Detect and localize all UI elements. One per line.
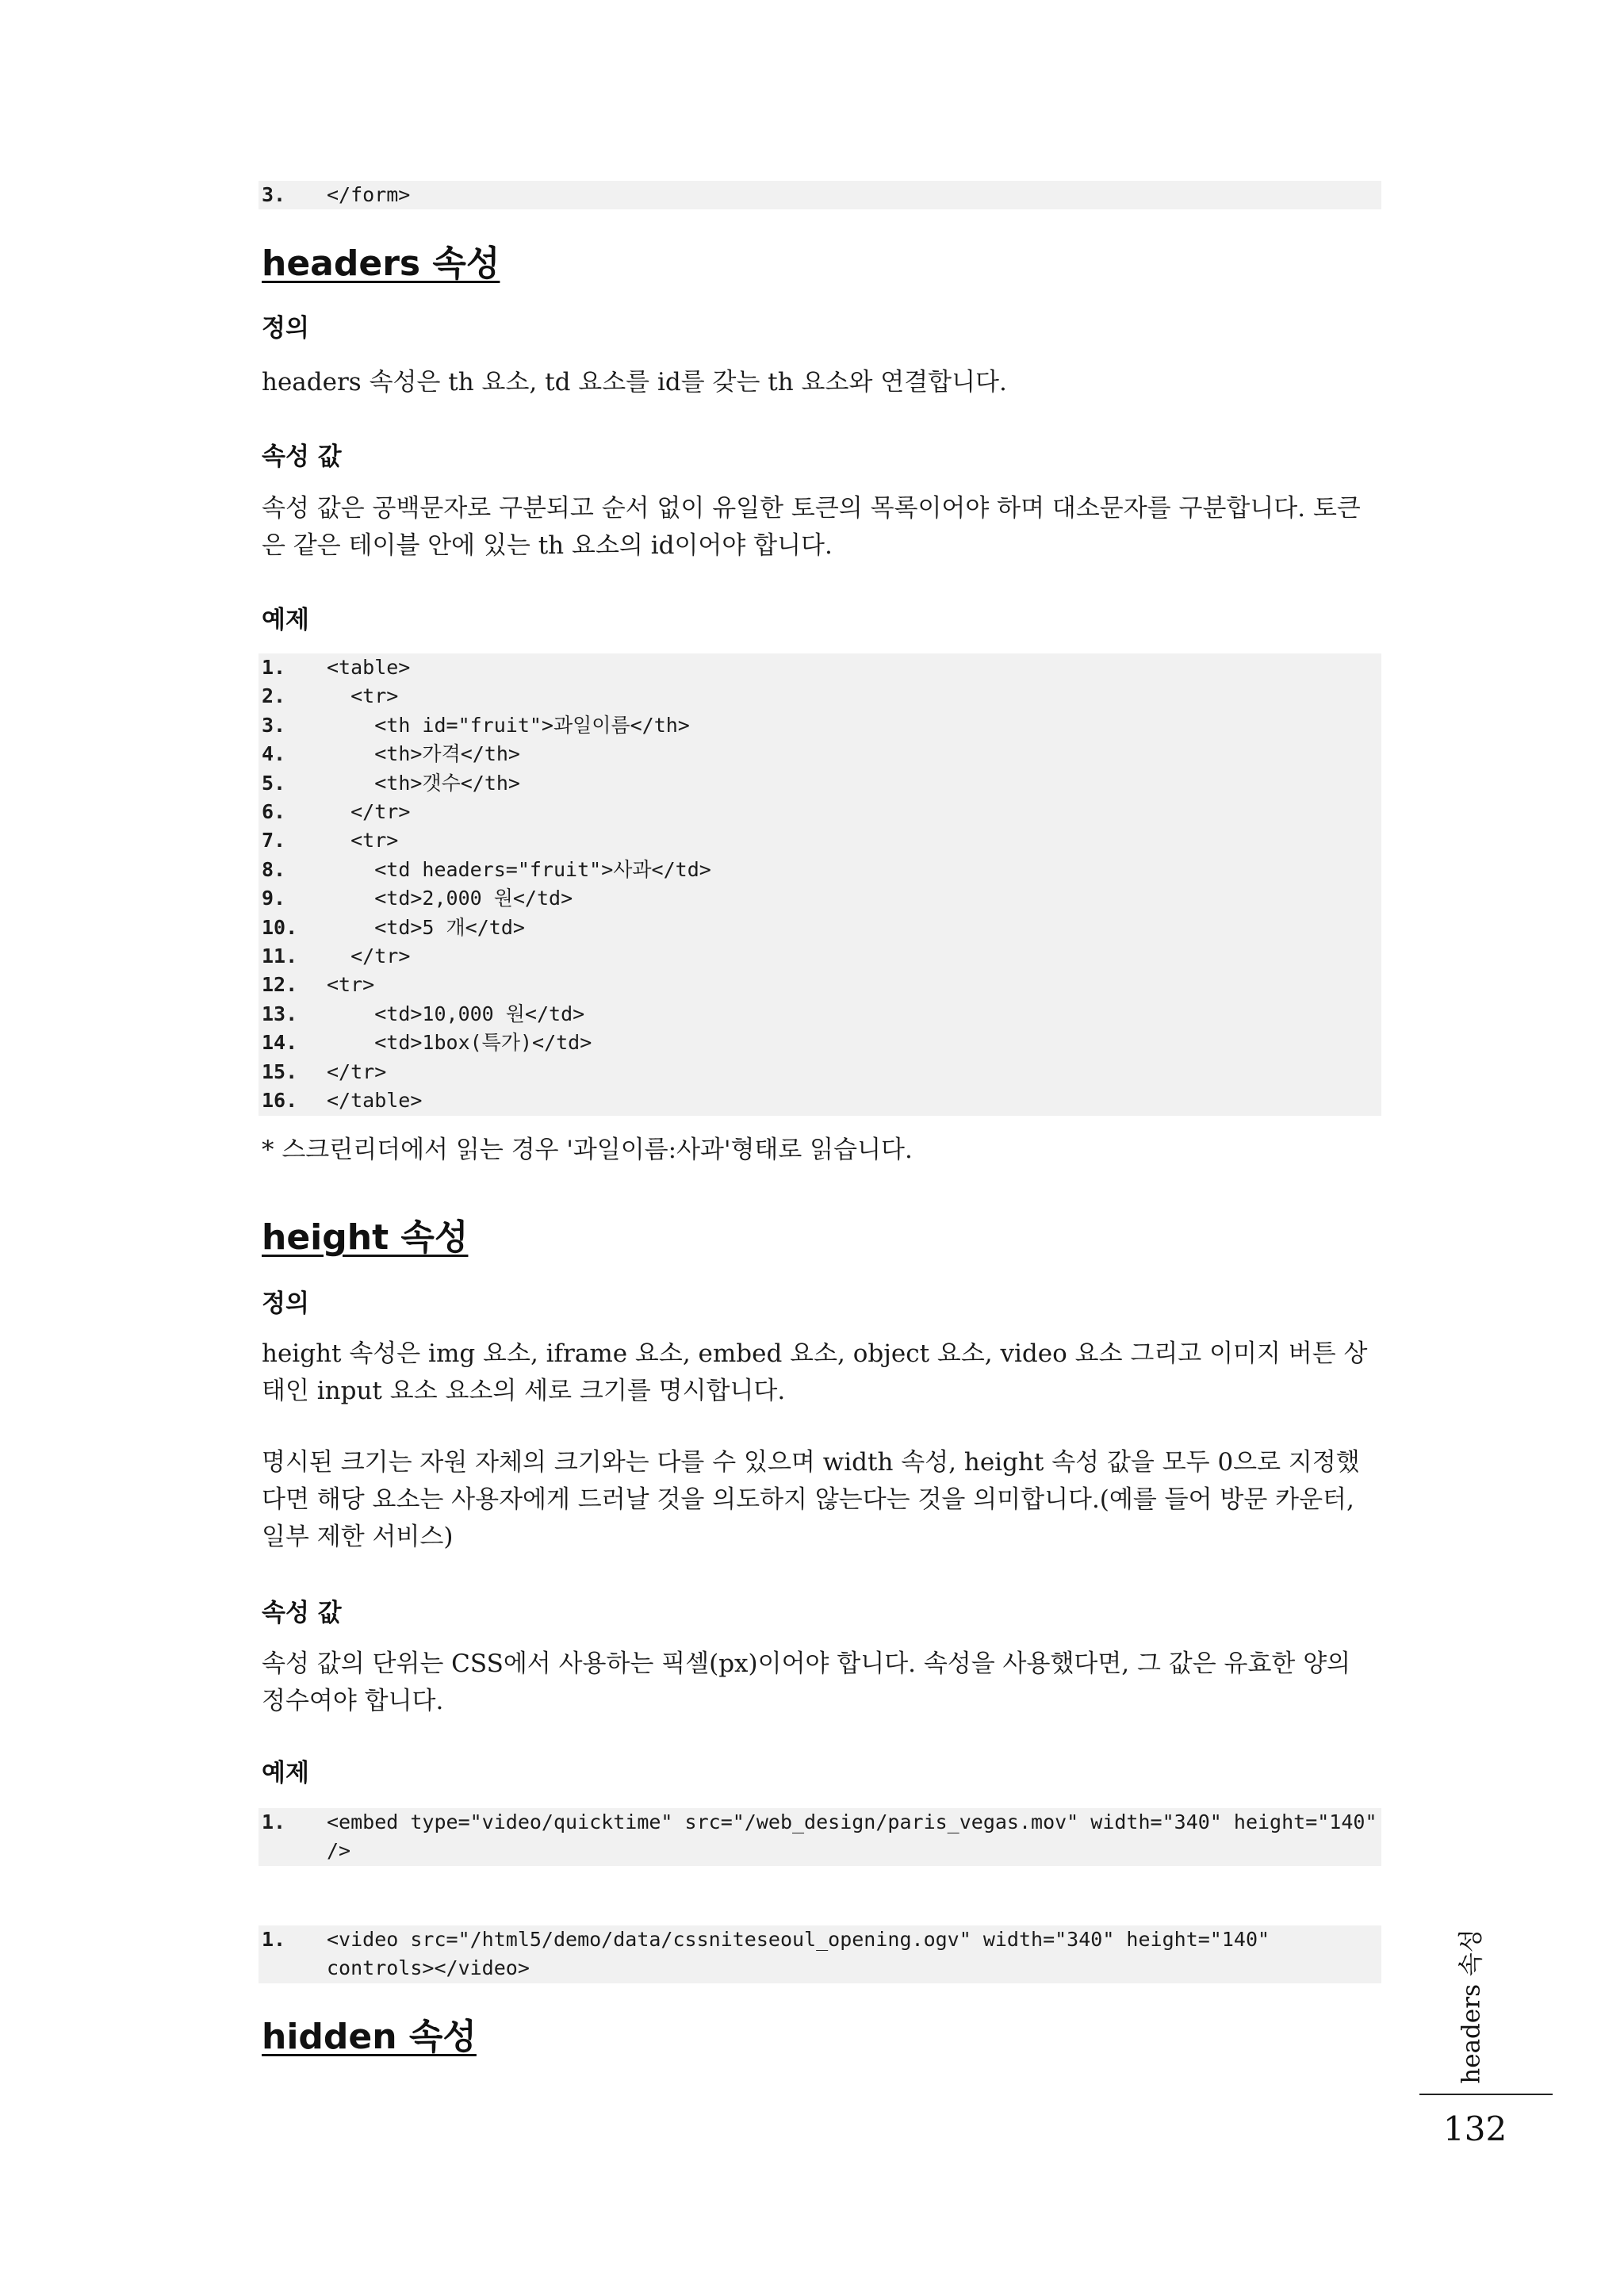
line-number: 1. <box>262 1810 286 1833</box>
code-text: <embed type="video/quicktime" src="/web_design/paris_vegas.mov" width="340" height="140" /> <box>327 1810 1389 1863</box>
value-text: 속성 값은 공백문자로 구분되고 순서 없이 유일한 토큰의 목록이어야 하며 대소문자를 구분합니다. 토큰은 같은 테이블 안에 있는 th 요소의 id이어야 합니다. <box>262 494 1361 560</box>
code-line <box>259 826 1381 855</box>
code-text: <video src="/html5/demo/data/cssniteseoul_opening.ogv" width="340" height="140" controls></video> <box>327 1928 1270 1980</box>
screen-reader-note: * 스크린리더에서 읽는 경우 '과일이름:사과'형태로 읽습니다. <box>262 1136 913 1164</box>
code-text: <tr> <box>327 829 399 852</box>
line-number: 6. <box>262 800 286 824</box>
code-block-table-example <box>259 653 1381 1116</box>
code-line <box>259 711 1381 740</box>
code-line <box>259 769 1381 798</box>
code-text: </tr> <box>327 800 411 824</box>
code-text: </tr> <box>327 944 411 968</box>
definition-text: headers 속성은 th 요소, td 요소를 id를 갖는 th 요소와 연결합니다. <box>262 368 1007 397</box>
code-line <box>259 914 1381 942</box>
code-line <box>259 682 1381 711</box>
line-number: 14. <box>262 1031 298 1055</box>
line-number: 1. <box>262 656 286 679</box>
code-text: <th id="fruit">과일이름</th> <box>327 713 690 737</box>
code-text: <tr> <box>327 684 399 708</box>
code-block-form-end <box>259 181 1381 209</box>
code-line <box>259 942 1381 971</box>
line-number: 3. <box>262 713 286 737</box>
code-text: <th>가격</th> <box>327 742 520 766</box>
line-number: 16. <box>262 1089 298 1113</box>
line-number: 2. <box>262 684 286 708</box>
line-number: 5. <box>262 771 286 795</box>
code-line <box>259 971 1381 999</box>
line-number: 3. <box>262 183 286 206</box>
example-heading: 예제 <box>262 606 309 634</box>
code-block-embed-example <box>259 1808 1389 1866</box>
line-number: 8. <box>262 857 286 881</box>
definition-text-2: 명시된 크기는 자원 자체의 크기와는 다를 수 있으며 width 속성, height 속성 값을 모두 0으로 지정했다면 해당 요소는 사용자에게 드러날 것을 의도하지 않는다는 것을 의미합니다.(예를 들어 방문 카운터, 일부 제한 서비스) <box>262 1448 1360 1551</box>
code-line <box>259 1058 1381 1086</box>
sidebar-divider <box>1419 2094 1553 2095</box>
code-text: <td>10,000 원</td> <box>327 1002 585 1025</box>
code-text: </tr> <box>327 1059 387 1083</box>
value-text: 속성 값의 단위는 CSS에서 사용하는 픽셀(px)이어야 합니다. 속성을 사용했다면, 그 값은 유효한 양의 정수여야 합니다. <box>262 1649 1351 1715</box>
page-number: 132 <box>1443 2109 1507 2148</box>
code-line <box>259 181 1381 209</box>
line-number: 1. <box>262 1928 286 1951</box>
value-heading: 속성 값 <box>262 1599 342 1627</box>
code-line <box>259 798 1381 826</box>
line-number: 12. <box>262 973 298 997</box>
code-line <box>259 1086 1381 1115</box>
code-line <box>259 856 1381 884</box>
section-title-height: height 속성 <box>262 1217 469 1258</box>
line-number: 9. <box>262 887 286 910</box>
code-line <box>259 1925 1381 1983</box>
code-text: <table> <box>327 656 411 679</box>
code-line <box>259 1029 1381 1057</box>
section-title-hidden: hidden 속성 <box>262 2017 477 2057</box>
definition-heading: 정의 <box>262 1289 309 1318</box>
code-text: <td headers="fruit">사과</td> <box>327 857 711 881</box>
value-heading: 속성 값 <box>262 443 342 471</box>
code-text: </form> <box>327 183 411 206</box>
code-line <box>259 740 1381 768</box>
code-text: <td>5 개</td> <box>327 915 525 939</box>
code-text: <td>1box(특가)</td> <box>327 1031 592 1055</box>
code-line <box>259 884 1381 913</box>
running-title-text: headers 속성 <box>1457 1929 1486 2084</box>
code-line <box>259 1808 1389 1866</box>
section-title-headers: headers 속성 <box>262 243 500 284</box>
line-number: 10. <box>262 915 298 939</box>
code-text: <td>2,000 원</td> <box>327 887 573 910</box>
code-line <box>259 653 1381 682</box>
code-block-video-example <box>259 1925 1381 1983</box>
definition-text: height 속성은 img 요소, iframe 요소, embed 요소, object 요소, video 요소 그리고 이미지 버튼 상태인 input 요소 요소의 세로 크기를 명시합니다. <box>262 1339 1368 1405</box>
code-text: </table> <box>327 1089 423 1113</box>
line-number: 15. <box>262 1059 298 1083</box>
line-number: 11. <box>262 944 298 968</box>
running-title <box>1445 1919 1492 2094</box>
definition-heading: 정의 <box>262 314 309 343</box>
code-text: <tr> <box>327 973 375 997</box>
example-heading: 예제 <box>262 1759 309 1787</box>
code-text: <th>갯수</th> <box>327 771 520 795</box>
line-number: 13. <box>262 1002 298 1025</box>
line-number: 4. <box>262 742 286 766</box>
code-line <box>259 1000 1381 1029</box>
line-number: 7. <box>262 829 286 852</box>
